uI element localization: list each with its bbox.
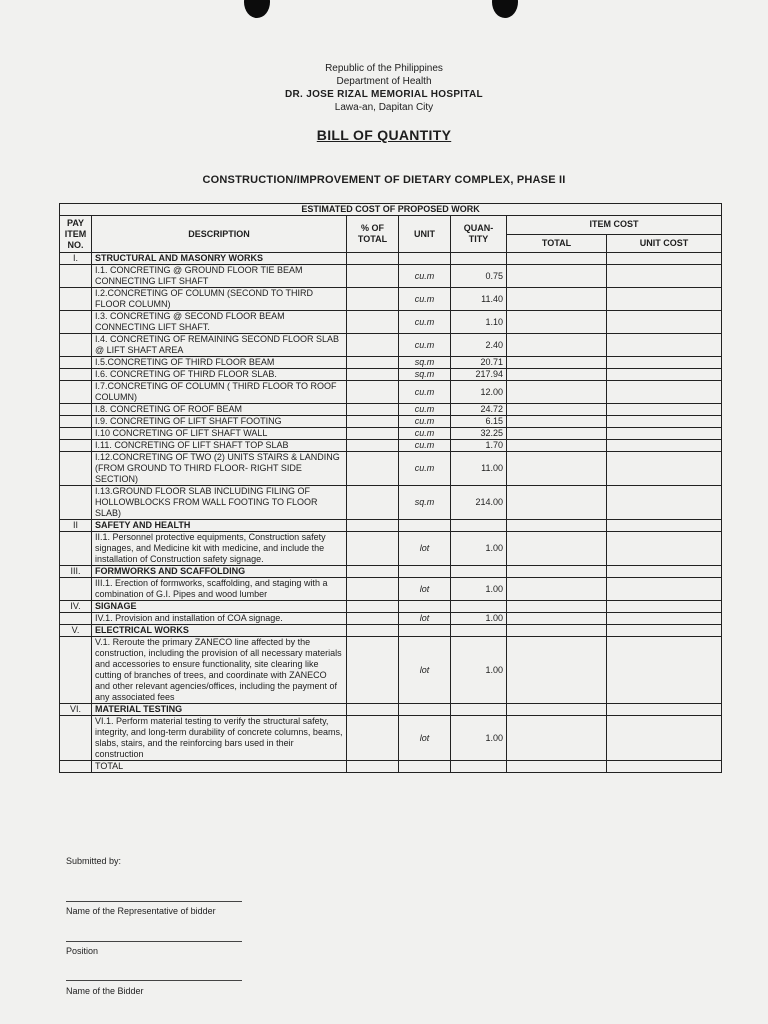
total-cost-cell <box>507 566 607 578</box>
table-row <box>60 452 722 486</box>
unit-cell: sq.m <box>399 357 451 369</box>
table-row <box>60 265 722 288</box>
total-cost-cell <box>507 334 607 357</box>
table-row <box>60 428 722 440</box>
unit-cell: cu.m <box>399 452 451 486</box>
col-header-unit: UNIT <box>399 216 451 253</box>
project-title: CONSTRUCTION/IMPROVEMENT OF DIETARY COMPLEX, PHASE II <box>202 174 566 186</box>
quantity-cell <box>451 601 507 613</box>
total-cost-cell <box>507 253 607 265</box>
table-row <box>60 381 722 404</box>
unit-cell: cu.m <box>399 381 451 404</box>
unit-cell: lot <box>399 578 451 601</box>
unit-cost-cell <box>607 613 722 625</box>
percent-cell <box>347 334 399 357</box>
table-row <box>60 716 722 761</box>
description-cell: I.3. CONCRETING @ SECOND FLOOR BEAM CONNECTING LIFT SHAFT. <box>92 311 347 334</box>
unit-cost-cell <box>607 637 722 704</box>
table-row <box>60 404 722 416</box>
total-cost-cell <box>507 520 607 532</box>
unit-cell: cu.m <box>399 311 451 334</box>
description-cell: I.2.CONCRETING OF COLUMN (SECOND TO THIRD FLOOR COLUMN) <box>92 288 347 311</box>
unit-cost-cell <box>607 311 722 334</box>
description-cell: SIGNAGE <box>92 601 347 613</box>
unit-cost-cell <box>607 334 722 357</box>
submitted-by-label: Submitted by: <box>66 856 122 866</box>
col-header-quantity: QUAN- TITY <box>451 216 507 253</box>
pay-item-cell <box>60 428 92 440</box>
percent-cell <box>347 452 399 486</box>
col-header-total: TOTAL <box>507 234 607 253</box>
rep-signature-line <box>66 901 242 902</box>
quantity-cell: 11.40 <box>451 288 507 311</box>
quantity-cell: 6.15 <box>451 416 507 428</box>
header-department: Department of Health <box>336 76 432 87</box>
unit-cell <box>399 704 451 716</box>
unit-cell: lot <box>399 613 451 625</box>
total-cost-cell <box>507 486 607 520</box>
unit-cost-cell <box>607 288 722 311</box>
quantity-cell <box>451 566 507 578</box>
percent-cell <box>347 601 399 613</box>
unit-cell <box>399 601 451 613</box>
pay-item-cell <box>60 486 92 520</box>
unit-cell: lot <box>399 716 451 761</box>
col-header-pay-item: PAY ITEM NO. <box>60 216 92 253</box>
quantity-cell: 1.00 <box>451 578 507 601</box>
unit-cost-cell <box>607 428 722 440</box>
percent-cell <box>347 416 399 428</box>
table-row <box>60 637 722 704</box>
total-cost-cell <box>507 532 607 566</box>
total-cost-cell <box>507 601 607 613</box>
description-cell: I.6. CONCRETING OF THIRD FLOOR SLAB. <box>92 369 347 381</box>
quantity-cell: 1.00 <box>451 716 507 761</box>
percent-cell <box>347 253 399 265</box>
table-row <box>60 369 722 381</box>
total-cost-cell <box>507 416 607 428</box>
unit-cell: cu.m <box>399 440 451 452</box>
total-cost-cell <box>507 369 607 381</box>
description-cell: ELECTRICAL WORKS <box>92 625 347 637</box>
pay-item-cell <box>60 532 92 566</box>
description-cell: STRUCTURAL AND MASONRY WORKS <box>92 253 347 265</box>
total-cost-cell <box>507 637 607 704</box>
total-cost-cell <box>507 578 607 601</box>
description-cell: I.1. CONCRETING @ GROUND FLOOR TIE BEAM CONNECTING LIFT SHAFT <box>92 265 347 288</box>
percent-cell <box>347 532 399 566</box>
section-row <box>60 625 722 637</box>
percent-cell <box>347 637 399 704</box>
description-cell: I.4. CONCRETING OF REMAINING SECOND FLOOR SLAB @ LIFT SHAFT AREA <box>92 334 347 357</box>
percent-cell <box>347 265 399 288</box>
unit-cost-cell <box>607 520 722 532</box>
description-cell: I.7.CONCRETING OF COLUMN ( THIRD FLOOR TO ROOF COLUMN) <box>92 381 347 404</box>
pay-item-cell <box>60 637 92 704</box>
unit-cost-cell <box>607 381 722 404</box>
percent-cell <box>347 486 399 520</box>
header-hospital: DR. JOSE RIZAL MEMORIAL HOSPITAL <box>285 89 483 100</box>
description-cell: TOTAL <box>92 761 347 773</box>
percent-cell <box>347 716 399 761</box>
section-row <box>60 253 722 265</box>
description-cell: I.13.GROUND FLOOR SLAB INCLUDING FILING OF HOLLOWBLOCKS FROM WALL FOOTING TO FLOOR SLAB) <box>92 486 347 520</box>
pay-item-cell: III. <box>60 566 92 578</box>
unit-cell <box>399 253 451 265</box>
description-cell: I.12.CONCRETING OF TWO (2) UNITS STAIRS & LANDING (FROM GROUND TO THIRD FLOOR- RIGHT SIDE SECTION) <box>92 452 347 486</box>
description-cell: I.8. CONCRETING OF ROOF BEAM <box>92 404 347 416</box>
unit-cost-cell <box>607 761 722 773</box>
pay-item-cell: V. <box>60 625 92 637</box>
bill-of-quantity-table <box>59 203 722 773</box>
position-label: Position <box>66 946 99 956</box>
total-cost-cell <box>507 613 607 625</box>
header-location: Lawa-an, Dapitan City <box>334 102 434 113</box>
unit-cost-cell <box>607 625 722 637</box>
unit-cell: cu.m <box>399 265 451 288</box>
description-cell: I.9. CONCRETING OF LIFT SHAFT FOOTING <box>92 416 347 428</box>
description-cell: I.11. CONCRETING OF LIFT SHAFT TOP SLAB <box>92 440 347 452</box>
percent-cell <box>347 625 399 637</box>
table-row <box>60 440 722 452</box>
unit-cell <box>399 625 451 637</box>
quantity-cell <box>451 625 507 637</box>
unit-cost-cell <box>607 369 722 381</box>
pay-item-cell <box>60 288 92 311</box>
section-row <box>60 601 722 613</box>
pay-item-cell <box>60 440 92 452</box>
description-cell: I.10 CONCRETING OF LIFT SHAFT WALL <box>92 428 347 440</box>
total-cost-cell <box>507 404 607 416</box>
pay-item-cell <box>60 452 92 486</box>
position-signature-line <box>66 941 242 942</box>
unit-cell: sq.m <box>399 369 451 381</box>
document-header <box>0 62 768 114</box>
table-row <box>60 416 722 428</box>
unit-cell: cu.m <box>399 334 451 357</box>
percent-cell <box>347 288 399 311</box>
table-row <box>60 613 722 625</box>
total-cost-cell <box>507 716 607 761</box>
unit-cost-cell <box>607 452 722 486</box>
quantity-cell <box>451 761 507 773</box>
unit-cost-cell <box>607 486 722 520</box>
percent-cell <box>347 381 399 404</box>
unit-cell: cu.m <box>399 288 451 311</box>
section-row <box>60 520 722 532</box>
unit-cell <box>399 566 451 578</box>
percent-cell <box>347 428 399 440</box>
pay-item-cell <box>60 578 92 601</box>
total-cost-cell <box>507 761 607 773</box>
description-cell: IV.1. Provision and installation of COA signage. <box>92 613 347 625</box>
table-row <box>60 532 722 566</box>
quantity-cell: 32.25 <box>451 428 507 440</box>
unit-cell: sq.m <box>399 486 451 520</box>
unit-cell: cu.m <box>399 428 451 440</box>
description-cell: I.5.CONCRETING OF THIRD FLOOR BEAM <box>92 357 347 369</box>
percent-cell <box>347 369 399 381</box>
pay-item-cell <box>60 404 92 416</box>
unit-cell: lot <box>399 637 451 704</box>
table-row <box>60 486 722 520</box>
punch-hole-left <box>244 0 270 18</box>
table-row <box>60 334 722 357</box>
unit-cell <box>399 761 451 773</box>
description-cell: III.1. Erection of formworks, scaffolding, and staging with a combination of G.I. Pipes and wood lumber <box>92 578 347 601</box>
percent-cell <box>347 704 399 716</box>
quantity-cell <box>451 704 507 716</box>
quantity-cell <box>451 520 507 532</box>
percent-cell <box>347 566 399 578</box>
section-row <box>60 704 722 716</box>
col-header-item-cost: ITEM COST <box>507 216 722 235</box>
pay-item-cell: VI. <box>60 704 92 716</box>
quantity-cell: 214.00 <box>451 486 507 520</box>
pay-item-cell <box>60 265 92 288</box>
quantity-cell <box>451 253 507 265</box>
table-row <box>60 288 722 311</box>
description-cell: MATERIAL TESTING <box>92 704 347 716</box>
quantity-cell: 1.00 <box>451 637 507 704</box>
section-row <box>60 566 722 578</box>
bidder-signature-line <box>66 980 242 981</box>
total-cost-cell <box>507 704 607 716</box>
punch-hole-right <box>492 0 518 18</box>
quantity-cell: 11.00 <box>451 452 507 486</box>
rep-name-label: Name of the Representative of bidder <box>66 906 216 916</box>
pay-item-cell: I. <box>60 253 92 265</box>
quantity-cell: 24.72 <box>451 404 507 416</box>
total-cost-cell <box>507 381 607 404</box>
col-header-description: DESCRIPTION <box>92 216 347 253</box>
pay-item-cell: IV. <box>60 601 92 613</box>
unit-cost-cell <box>607 440 722 452</box>
header-republic: Republic of the Philippines <box>325 63 443 74</box>
bidder-name-label: Name of the Bidder <box>66 986 144 996</box>
unit-cost-cell <box>607 532 722 566</box>
unit-cell: cu.m <box>399 416 451 428</box>
quantity-cell: 1.00 <box>451 532 507 566</box>
table-caption: ESTIMATED COST OF PROPOSED WORK <box>60 204 722 216</box>
pay-item-cell <box>60 381 92 404</box>
quantity-cell: 20.71 <box>451 357 507 369</box>
unit-cost-cell <box>607 416 722 428</box>
unit-cell <box>399 520 451 532</box>
total-cost-cell <box>507 311 607 334</box>
pay-item-cell <box>60 357 92 369</box>
unit-cost-cell <box>607 704 722 716</box>
quantity-cell: 0.75 <box>451 265 507 288</box>
pay-item-cell <box>60 369 92 381</box>
table-row <box>60 578 722 601</box>
document-title: BILL OF QUANTITY <box>316 127 452 143</box>
total-cost-cell <box>507 428 607 440</box>
pay-item-cell <box>60 716 92 761</box>
quantity-cell: 1.00 <box>451 613 507 625</box>
table-body <box>60 253 722 773</box>
description-cell: FORMWORKS AND SCAFFOLDING <box>92 566 347 578</box>
unit-cell: cu.m <box>399 404 451 416</box>
unit-cost-cell <box>607 578 722 601</box>
percent-cell <box>347 520 399 532</box>
description-cell: II.1. Personnel protective equipments, Construction safety signages, and Medicine kit with medicine, and include the installation of Construction safety signage. <box>92 532 347 566</box>
percent-cell <box>347 761 399 773</box>
pay-item-cell <box>60 416 92 428</box>
pay-item-cell <box>60 761 92 773</box>
total-cost-cell <box>507 265 607 288</box>
table-row <box>60 311 722 334</box>
total-cost-cell <box>507 288 607 311</box>
total-cost-cell <box>507 452 607 486</box>
pay-item-cell <box>60 613 92 625</box>
total-row <box>60 761 722 773</box>
unit-cell: lot <box>399 532 451 566</box>
unit-cost-cell <box>607 601 722 613</box>
unit-cost-cell <box>607 253 722 265</box>
description-cell: VI.1. Perform material testing to verify the structural safety, integrity, and long-term durability of concrete columns, beams, slabs, stairs, and the reinforcing bars used in their construction <box>92 716 347 761</box>
table-row <box>60 357 722 369</box>
percent-cell <box>347 404 399 416</box>
total-cost-cell <box>507 357 607 369</box>
quantity-cell: 217.94 <box>451 369 507 381</box>
percent-cell <box>347 578 399 601</box>
col-header-percent-total: % OF TOTAL <box>347 216 399 253</box>
description-cell: V.1. Reroute the primary ZANECO line affected by the construction, including the provision of all necessary materials and accessories to ensure functionality, site clearing like cutting of branches of trees, and coordinate with ZANECO and other relevant agencies/offices, including the payment of any associated fees <box>92 637 347 704</box>
pay-item-cell: II <box>60 520 92 532</box>
quantity-cell: 1.10 <box>451 311 507 334</box>
percent-cell <box>347 440 399 452</box>
percent-cell <box>347 357 399 369</box>
unit-cost-cell <box>607 716 722 761</box>
description-cell: SAFETY AND HEALTH <box>92 520 347 532</box>
pay-item-cell <box>60 334 92 357</box>
percent-cell <box>347 613 399 625</box>
pay-item-cell <box>60 311 92 334</box>
quantity-cell: 2.40 <box>451 334 507 357</box>
percent-cell <box>347 311 399 334</box>
unit-cost-cell <box>607 357 722 369</box>
unit-cost-cell <box>607 265 722 288</box>
total-cost-cell <box>507 440 607 452</box>
unit-cost-cell <box>607 404 722 416</box>
quantity-cell: 12.00 <box>451 381 507 404</box>
total-cost-cell <box>507 625 607 637</box>
col-header-unit-cost: UNIT COST <box>607 234 722 253</box>
quantity-cell: 1.70 <box>451 440 507 452</box>
unit-cost-cell <box>607 566 722 578</box>
